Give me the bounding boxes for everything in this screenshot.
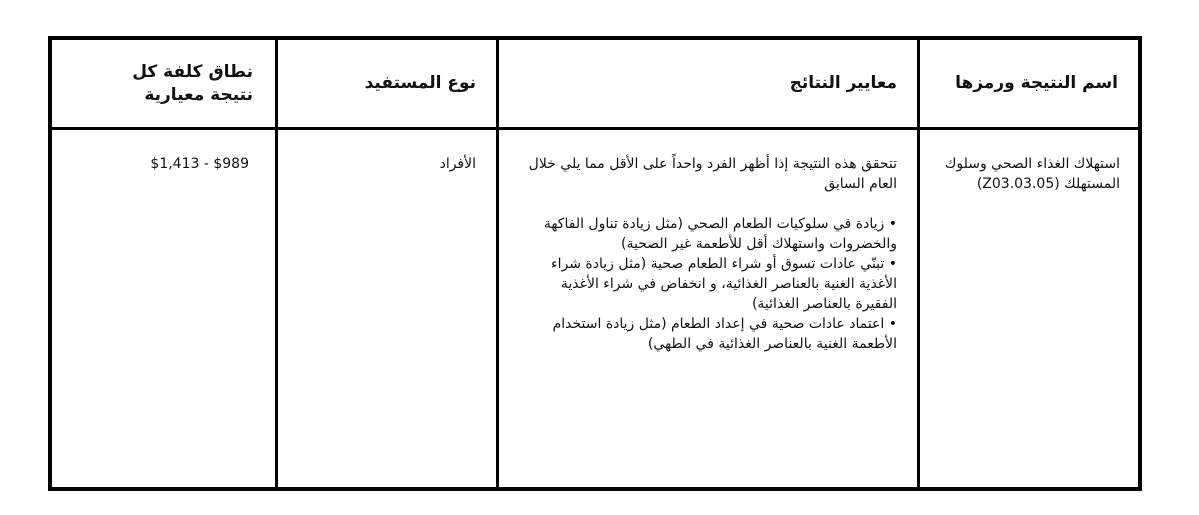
outcomes-table	[48, 36, 1142, 491]
header-beneficiary: نوع المستفيد	[364, 73, 476, 93]
header-criteria: معايير النتائج	[789, 73, 897, 93]
criteria-item: • تبنّي عادات تسوق أو شراء الطعام صحية (مثل زيادة شراء الأغذية الغنية بالعناصر الغذائية، و انخفاض في شراء الأغذية الفقيرة بالعناصر الغذائية)	[551, 256, 897, 312]
cell-criteria	[499, 130, 917, 354]
cell-outcome-name: استهلاك الغذاء الصحي وسلوك المستهلك (Z03.03.05)	[944, 156, 1120, 192]
header-outcome-name: اسم النتيجة ورمزها	[955, 73, 1118, 93]
criteria-item: • زيادة في سلوكيات الطعام الصحي (مثل زيادة تناول الفاكهة والخضروات واستهلاك أقل للأطعمة غير الصحية)	[543, 216, 897, 252]
cell-beneficiary: الأفراد	[439, 156, 476, 172]
criteria-intro: تتحقق هذه النتيجة إذا أظهر الفرد واحداً على الأقل مما يلي خلال العام السابق	[528, 156, 897, 192]
header-cost-range: نطاق كلفة كل نتيجة معيارية	[132, 61, 253, 105]
cell-cost-range: $1,413 - $989	[150, 156, 249, 172]
criteria-item: • اعتماد عادات صحية في إعداد الطعام (مثل زيادة استخدام الأطعمة الغنية بالعناصر الغذائية في الطهي)	[552, 316, 897, 352]
